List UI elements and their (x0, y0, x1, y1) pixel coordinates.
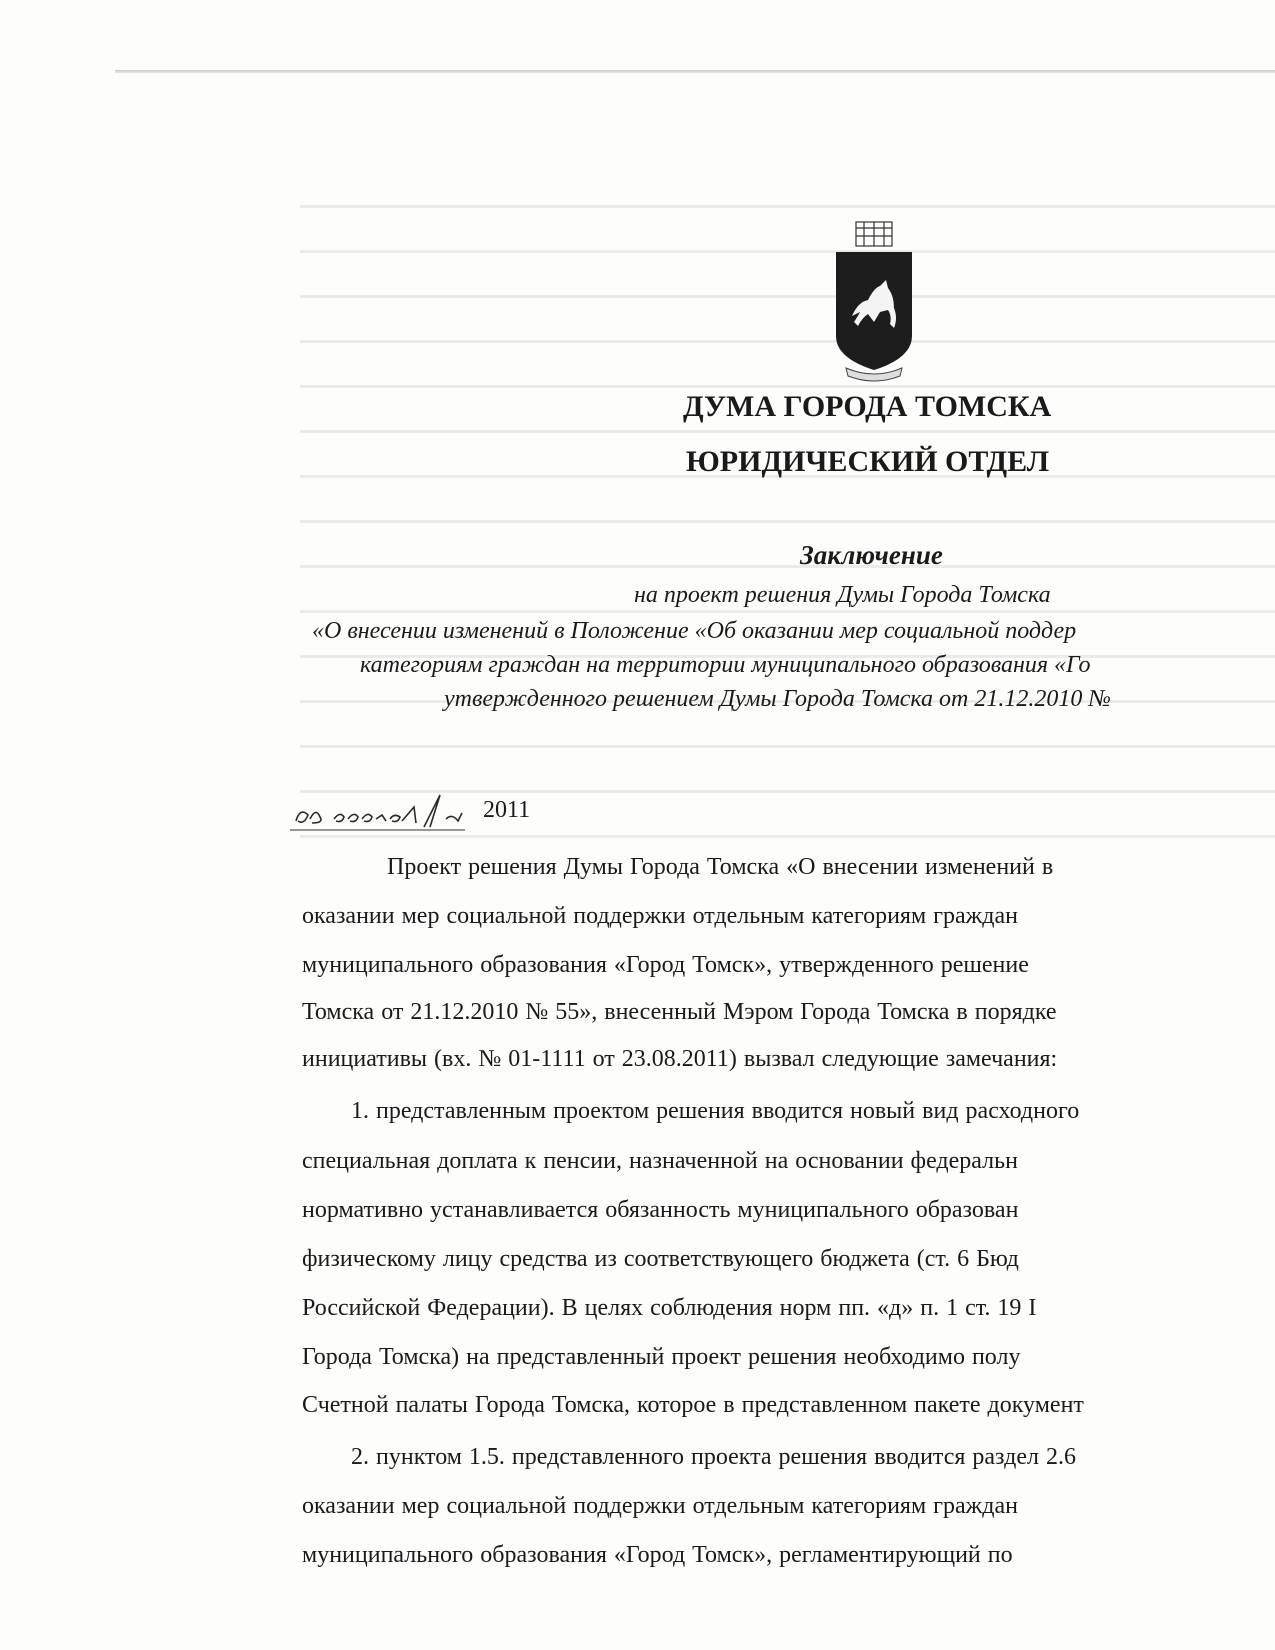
body-line: 2. пунктом 1.5. представленного проекта решения вводится раздел 2.6 (351, 1444, 1076, 1470)
body-line: Проект решения Думы Города Томска «О внесении изменений в (387, 854, 1054, 880)
body-line: 1. представленным проектом решения вводится новый вид расходного (351, 1098, 1080, 1124)
tomsk-coat-of-arms-icon (834, 218, 914, 418)
body-line: физическому лицу средства из соответствующего бюджета (ст. 6 Бюд (302, 1246, 1019, 1272)
body-line: специальная доплата к пенсии, назначенной на основании федеральн (302, 1148, 1018, 1174)
body-line: Томска от 21.12.2010 № 55», внесенный Мэром Города Томска в порядке (302, 999, 1057, 1025)
body-line: муниципального образования «Город Томск», регламентирующий по (302, 1542, 1013, 1568)
org-name: ДУМА ГОРОДА ТОМСКА (683, 390, 1052, 423)
subject-line: категориям граждан на территории муниципального образования «Го (360, 652, 1091, 678)
handwritten-date-signature (290, 793, 490, 833)
subject-line: «О внесении изменений в Положение «Об оказании мер социальной поддер (312, 618, 1077, 644)
body-line: Счетной палаты Города Томска, которое в представленном пакете документ (302, 1392, 1084, 1418)
subject-line: на проект решения Думы Города Томска (634, 582, 1051, 608)
body-line: Российской Федерации). В целях соблюдения норм пп. «д» п. 1 ст. 19 I (302, 1295, 1037, 1321)
date-year: 2011 (483, 797, 531, 823)
body-line: оказании мер социальной поддержки отдельным категориям граждан (302, 903, 1018, 929)
body-line: инициативы (вх. № 01-1111 от 23.08.2011) вызвал следующие замечания: (302, 1046, 1058, 1072)
body-line: оказании мер социальной поддержки отдельным категориям граждан (302, 1493, 1018, 1519)
body-line: нормативно устанавливается обязанность муниципального образован (302, 1197, 1019, 1223)
scan-edge (115, 70, 1275, 73)
subject-line: утвержденного решением Думы Города Томска от 21.12.2010 № (444, 686, 1111, 712)
body-line: Города Томска) на представленный проект решения необходимо полу (302, 1344, 1021, 1370)
handwritten-date (290, 793, 490, 833)
body-line: муниципального образования «Город Томск», утвержденного решение (302, 952, 1029, 978)
document-title: Заключение (800, 540, 943, 570)
department-name: ЮРИДИЧЕСКИЙ ОТДЕЛ (686, 445, 1050, 478)
